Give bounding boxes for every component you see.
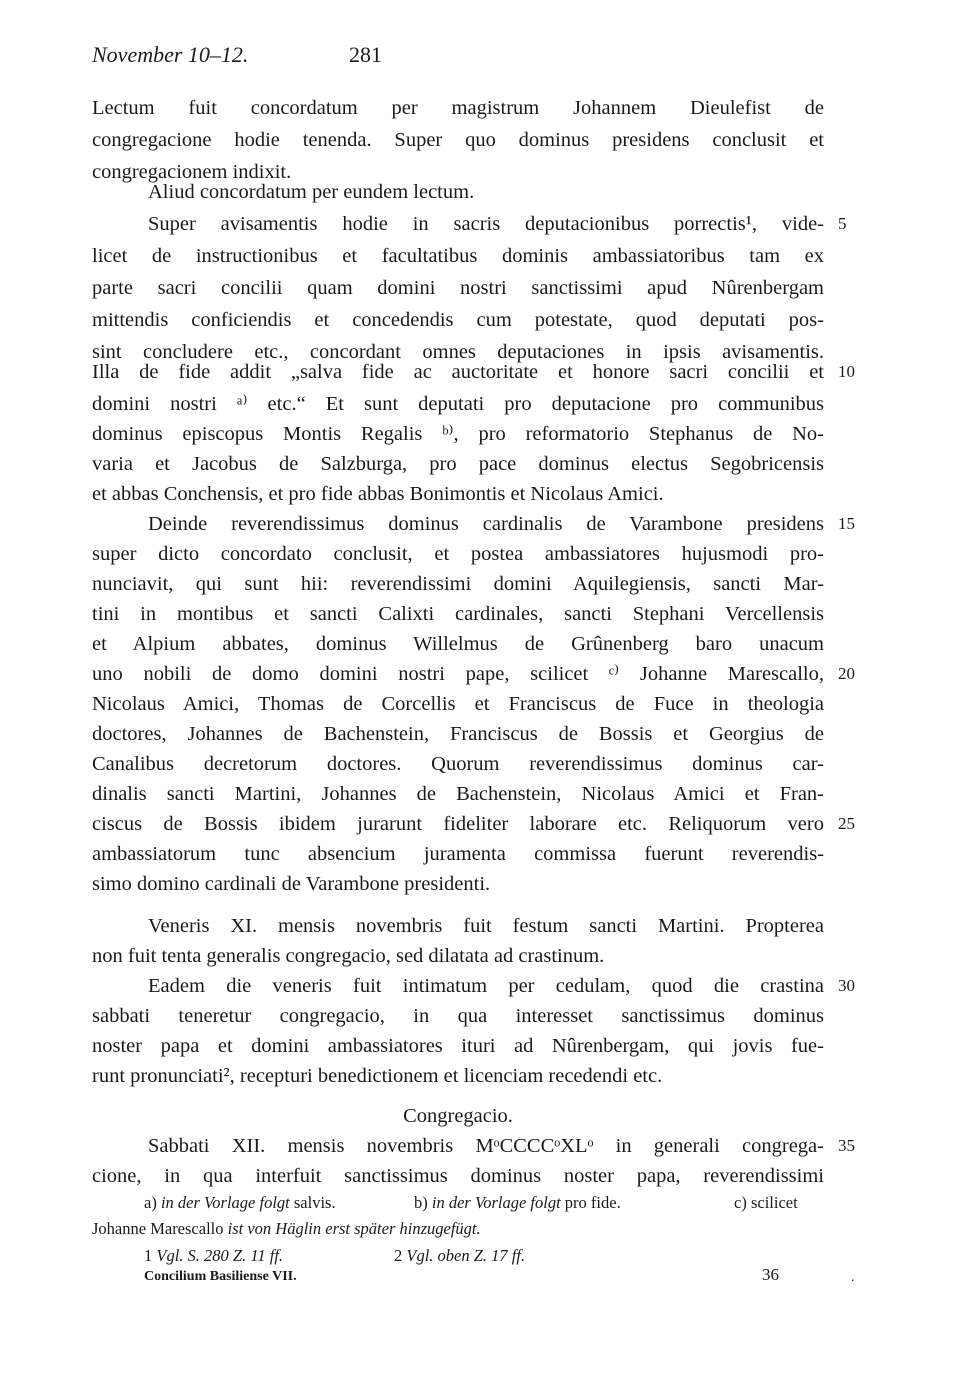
body-line: Super avisamentis hodie in sacris deputacionibus porrectis¹, vide-: [148, 213, 824, 235]
footnote-critical: [92, 1190, 824, 1216]
body-line: ciscus de Bossis ibidem jurarunt fideliter laborare etc. Reliquorum vero: [92, 813, 824, 835]
page-number: 281: [349, 42, 382, 67]
body-line: Nicolaus Amici, Thomas de Corcellis et Franciscus de Fuce in theologia: [92, 693, 824, 715]
line-number: 35: [838, 1136, 855, 1155]
footnote-1-mark: 1: [144, 1246, 153, 1265]
footnote-critical-cont: [92, 1216, 824, 1242]
body-line: dinalis sancti Martini, Johannes de Bachenstein, Nicolaus Amici et Fran-: [92, 783, 824, 805]
footnote-2-text: Vgl. oben Z. 17 ff.: [406, 1246, 526, 1265]
footnote-b-text: pro fide.: [564, 1193, 621, 1212]
body-line: mittendis conficiendis et concedendis cum potestate, quod deputati pos-: [92, 309, 824, 331]
body-line: simo domino cardinali de Varambone presidenti.: [92, 873, 491, 895]
section-heading: Congregacio.: [403, 1105, 513, 1127]
footnote-1-text: Vgl. S. 280 Z. 11 ff.: [156, 1246, 284, 1265]
body-line: nunciavit, qui sunt hii: reverendissimi domini Aquilegiensis, sancti Mar-: [92, 573, 824, 595]
footer-title: Concilium Basiliense VII.: [144, 1269, 297, 1284]
signature-mark: 36: [762, 1265, 779, 1284]
body-line: Sabbati XII. mensis novembris MᵒCCCCᵒXLᵒ in generali congrega-: [148, 1135, 824, 1157]
body-line: sabbati teneretur congregacio, in qua interesset sanctissimus dominus: [92, 1005, 824, 1027]
footnote-a-text: salvis.: [293, 1193, 336, 1212]
body-line: Eadem die veneris fuit intimatum per cedulam, quod die crastina: [148, 975, 824, 997]
body-line: domini nostri ᵃ⁾ etc.“ Et sunt deputati pro deputacione pro communibus: [92, 393, 824, 415]
footnote-b-mark: b): [414, 1193, 428, 1212]
body-line: Illa de fide addit „salva fide ac auctoritate et honore sacri concilii et: [92, 361, 824, 383]
body-line: super dicto concordato conclusit, et postea ambassiatores hujusmodi pro-: [92, 543, 824, 565]
footnote-b-italic: in der Vorlage folgt: [431, 1193, 561, 1212]
running-head-section: November 10–12.: [92, 42, 249, 67]
running-head: [92, 42, 822, 72]
body-line: Canalibus decretorum doctores. Quorum reverendissimus dominus car-: [92, 753, 824, 775]
body-line: non fuit tenta generalis congregacio, sed dilatata ad crastinum.: [92, 945, 605, 967]
body-line: Veneris XI. mensis novembris fuit festum sancti Martini. Propterea: [148, 915, 824, 937]
body-line: Deinde reverendissimus dominus cardinalis de Varambone presidens: [148, 513, 824, 535]
body-line: doctores, Johannes de Bachenstein, Franciscus de Bossis et Georgius de: [92, 723, 824, 745]
line-number: 15: [838, 514, 855, 533]
body-line: tini in montibus et sancti Calixti cardinales, sancti Stephani Vercellensis: [92, 603, 824, 625]
footnote-2-mark: 2: [394, 1246, 403, 1265]
body-line: congregacione hodie tenenda. Super quo dominus presidens conclusit et: [92, 129, 824, 151]
footnote-a-italic: in der Vorlage folgt: [160, 1193, 290, 1212]
footnote-a-mark: a): [144, 1193, 157, 1212]
body-line: et abbas Conchensis, et pro fide abbas Bonimontis et Nicolaus Amici.: [92, 483, 664, 505]
body-line: runt pronunciati², recepturi benedictionem et licenciam recedendi etc.: [92, 1065, 663, 1087]
line-number: 30: [838, 976, 855, 995]
footnote-c-cont-italic: ist von Häglin erst später hinzugefügt.: [227, 1219, 481, 1238]
body-line: Aliud concordatum per eundem lectum.: [148, 181, 475, 203]
line-number: 5: [838, 214, 847, 233]
body-line: et Alpium abbates, dominus Willelmus de Grûnenberg baro unacum: [92, 633, 824, 655]
body-line: dominus episcopus Montis Regalis ᵇ⁾, pro reformatorio Stephanus de No-: [92, 423, 824, 445]
footnote-c-mark: c): [734, 1193, 747, 1212]
body-line: licet de instructionibus et facultatibus dominis ambassiatoribus tam ex: [92, 245, 824, 267]
body-line: uno nobili de domo domini nostri pape, scilicet ᶜ⁾ Johanne Marescallo,: [92, 663, 824, 685]
body-line: varia et Jacobus de Salzburga, pro pace dominus electus Segobricensis: [92, 453, 824, 475]
footnote-c-cont: Johanne Marescallo: [92, 1219, 224, 1238]
line-number: 25: [838, 814, 855, 833]
body-line: noster papa et domini ambassiatores ituri ad Nûrenbergam, qui jovis fue-: [92, 1035, 824, 1057]
line-number: 20: [838, 664, 855, 683]
body-line: parte sacri concilii quam domini nostri sanctissimi apud Nûrenbergam: [92, 277, 824, 299]
body-line: ambassiatorum tunc absencium juramenta commissa fuerunt reverendis-: [92, 843, 824, 865]
body-line: congregacionem indixit.: [92, 161, 292, 183]
body-line: cione, in qua interfuit sanctissimus dominus noster papa, reverendissimi: [92, 1165, 824, 1187]
footnote-c-text: scilicet: [750, 1193, 798, 1212]
body-line: Lectum fuit concordatum per magistrum Johannem Dieulefist de: [92, 97, 824, 119]
body-line: sint concludere etc., concordant omnes deputaciones in ipsis avisamentis.: [92, 341, 824, 363]
footer-dot: .: [851, 1270, 855, 1285]
line-number: 10: [838, 362, 855, 381]
